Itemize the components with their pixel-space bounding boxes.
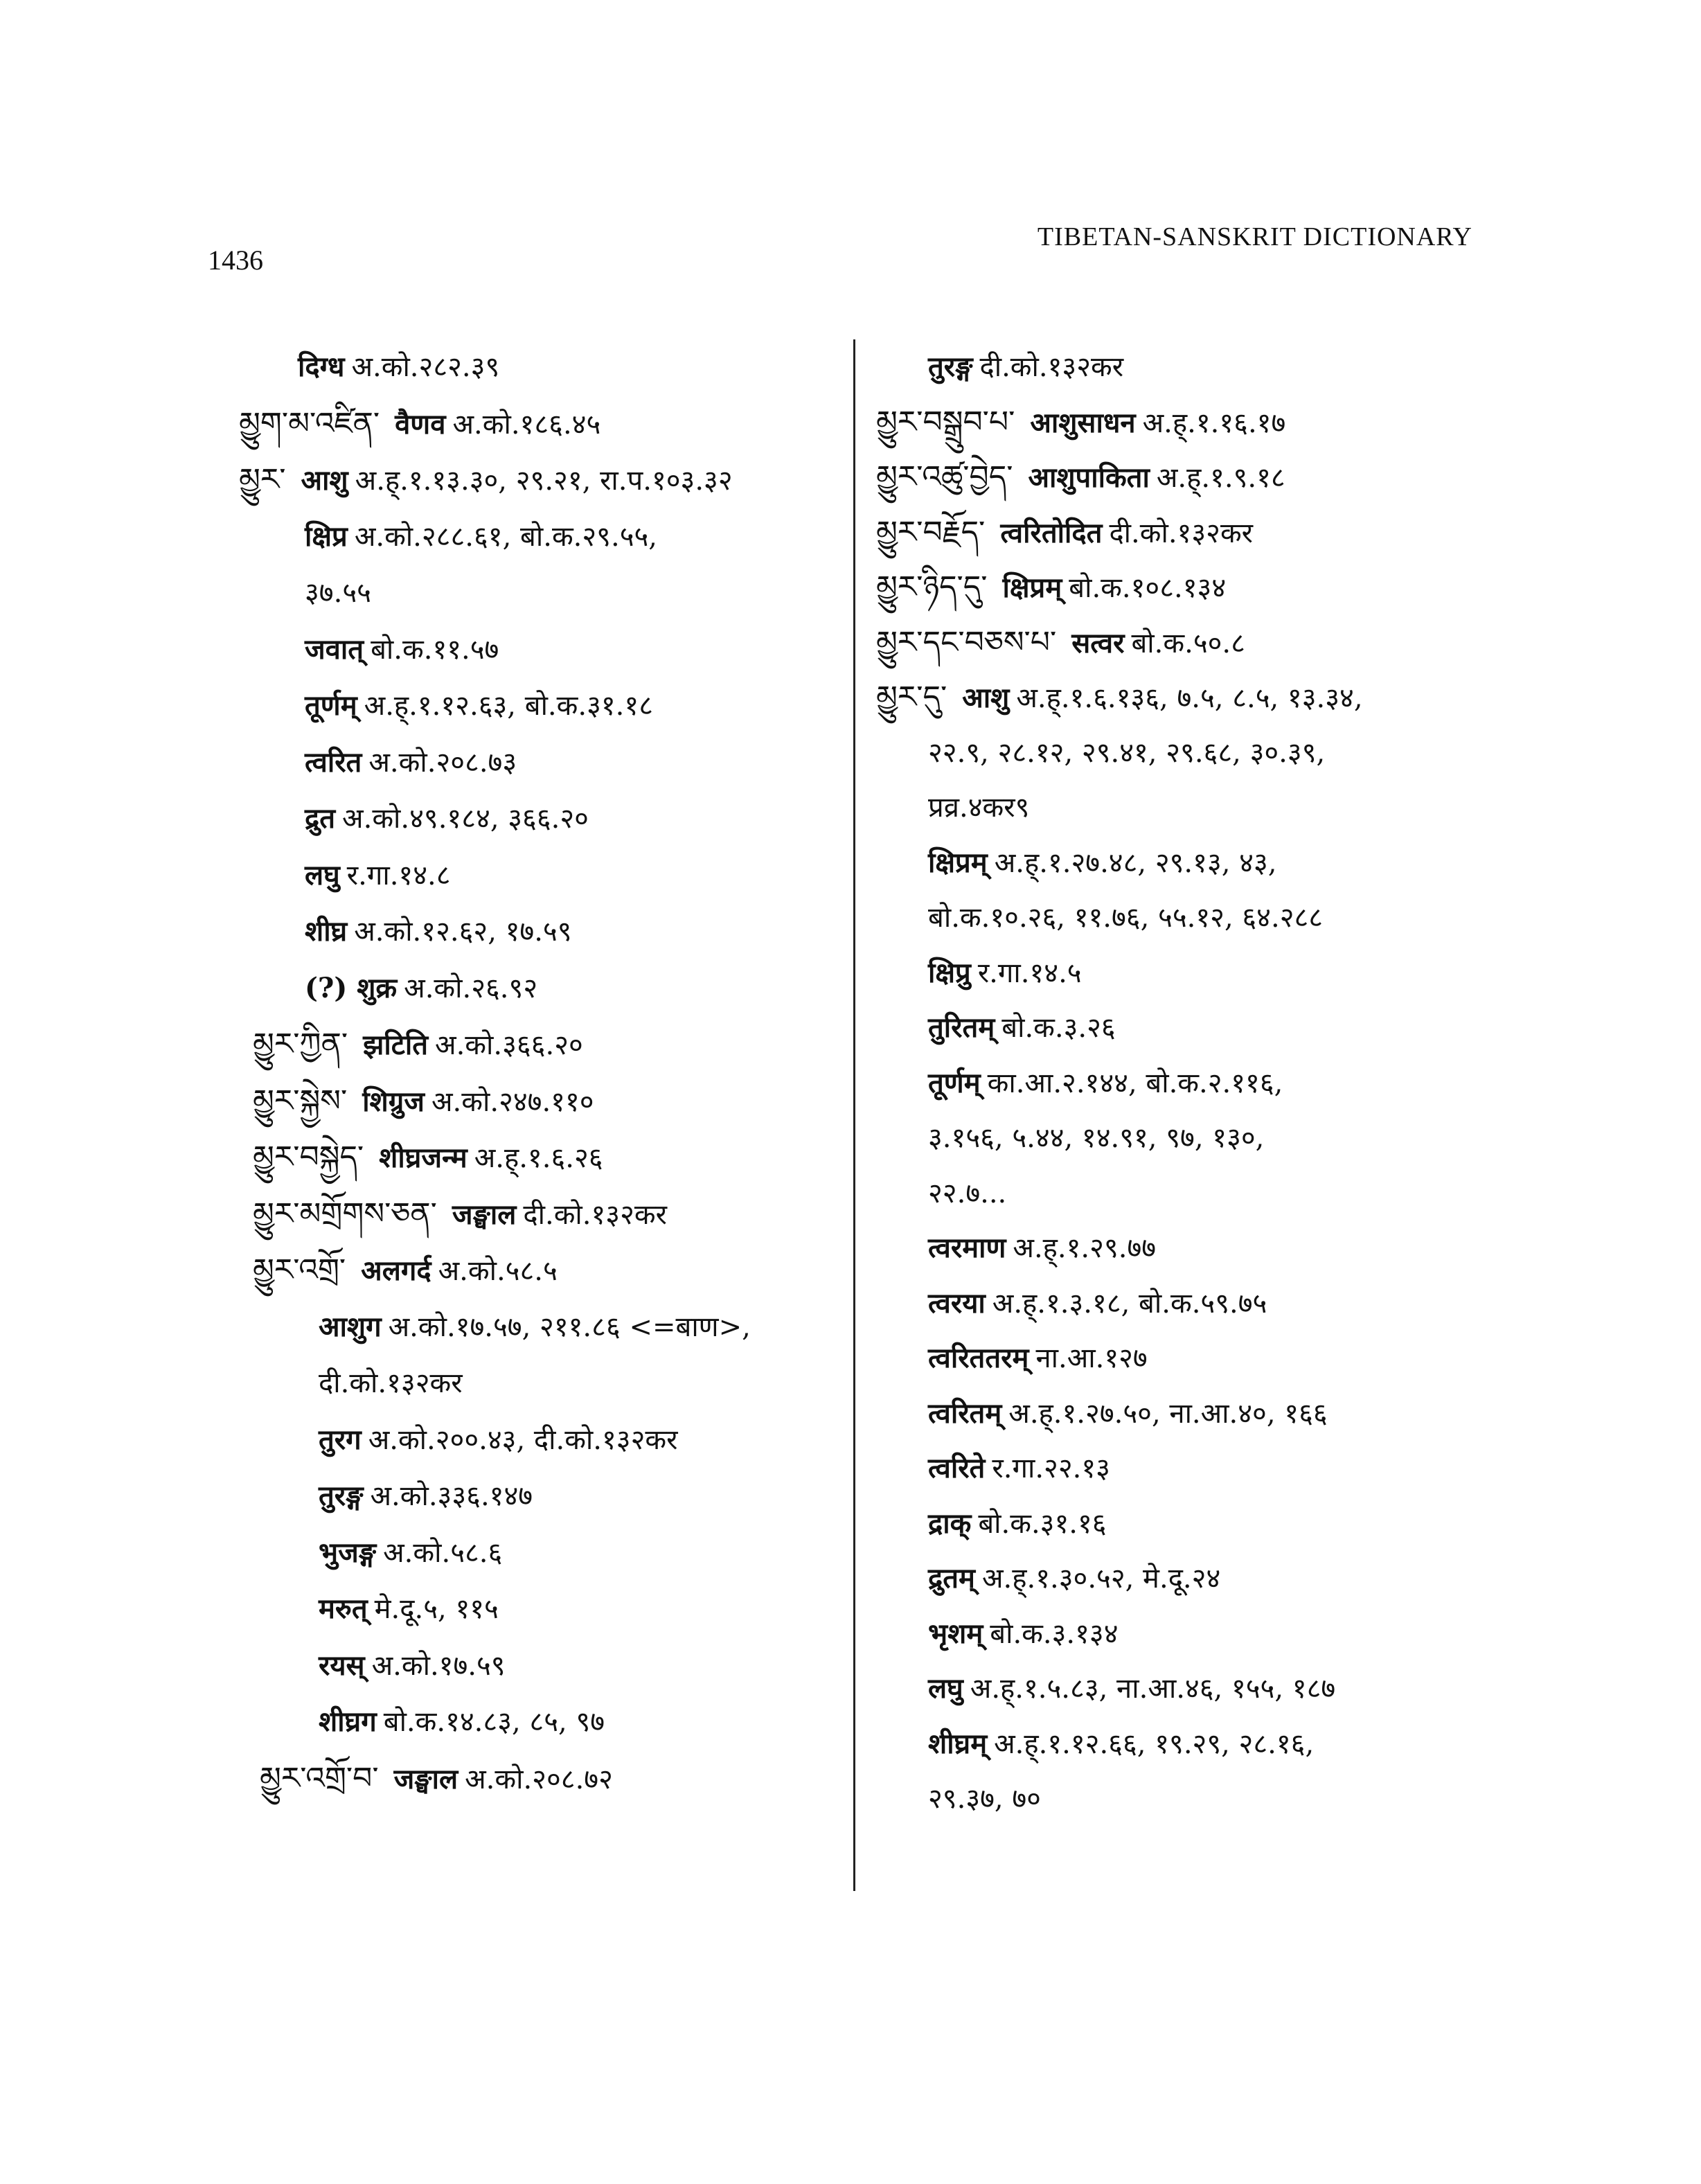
reference: ३७.५५	[305, 577, 371, 609]
dictionary-line	[928, 1393, 1328, 1435]
dictionary-line	[253, 1137, 603, 1178]
sanskrit-equivalent: सत्वर	[1071, 626, 1125, 659]
dictionary-line	[876, 567, 1226, 608]
sanskrit-equivalent: शीघ्रम्	[928, 1727, 988, 1760]
dictionary-line	[305, 798, 589, 840]
sanskrit-equivalent: तुरङ्ग	[319, 1480, 364, 1512]
dictionary-line	[319, 1532, 502, 1574]
tibetan-headword: མྱུར་དང་བཅས་པ་	[876, 624, 1057, 660]
tibetan-headword: མྱུར་བརྗོད་	[876, 514, 986, 550]
reference: अ.को.२८८.६१, बो.क.२९.५५,	[354, 520, 658, 553]
reference: प्रव्र.४कर९	[928, 792, 1030, 824]
running-title: TIBETAN-SANSKRIT DICTIONARY	[1037, 222, 1472, 251]
reference: बो.क.११.५७	[371, 633, 499, 666]
reference: दी.को.१३२कर	[979, 351, 1124, 383]
dictionary-line	[928, 346, 1123, 388]
sanskrit-equivalent: आशुग	[319, 1310, 382, 1343]
reference: र.गा.१४.५	[977, 957, 1082, 989]
dictionary-line	[239, 459, 733, 501]
reference: र.गा.१४.८	[346, 859, 451, 891]
tibetan-headword: མྱུར་བསྐྱེད་	[253, 1139, 364, 1175]
tibetan-headword: མྱུར་མགྲོགས་ཅན་	[253, 1196, 437, 1232]
reference: ३.१५६, ५.४४, १४.९१, ९७, १३०,	[928, 1122, 1265, 1154]
reference: मे.दू.५, ११५	[374, 1593, 499, 1625]
dictionary-line	[305, 516, 657, 558]
sanskrit-equivalent: क्षिप्रु	[928, 956, 971, 989]
dictionary-line	[928, 732, 1325, 774]
reference: अ.को.४९.१८४, ३६६.२०	[342, 803, 589, 835]
sanskrit-equivalent: वैणव	[395, 407, 446, 441]
sanskrit-equivalent: क्षिप्रम्	[1002, 571, 1062, 604]
reference: अ.ह्.१.१२.६६, १९.२९, २८.१६,	[994, 1728, 1315, 1760]
dictionary-line	[928, 787, 1029, 828]
reference: अ.ह्.१.९.१८	[1156, 462, 1285, 494]
reference: अ.ह्.१.१२.६३, बो.क.३१.१८	[364, 690, 653, 722]
sanskrit-equivalent: शीघ्रग	[319, 1705, 377, 1738]
sanskrit-equivalent: शीघ्रजन्म	[379, 1142, 467, 1174]
dictionary-line	[928, 1227, 1156, 1269]
reference: बो.क.१०८.१३४	[1069, 572, 1227, 604]
tibetan-headword: མྱུར་	[239, 462, 286, 497]
sanskrit-equivalent: रयस्	[319, 1649, 365, 1682]
sanskrit-equivalent: (?) शुक्र	[305, 971, 398, 1004]
reference: अ.को.५८.५	[438, 1255, 558, 1287]
tibetan-headword: མྱུར་ཉིད་དུ་	[876, 569, 988, 605]
reference: बो.क.५०.८	[1131, 627, 1245, 659]
reference: अ.ह्.१.२७.४८, २९.१३, ४३,	[994, 846, 1277, 879]
dictionary-line	[928, 1503, 1107, 1545]
dictionary-line	[319, 1475, 533, 1517]
dictionary-line	[305, 968, 537, 1009]
dictionary-line	[928, 1283, 1267, 1324]
dictionary-line	[305, 629, 499, 671]
dictionary-line	[928, 1007, 1116, 1049]
dictionary-line	[928, 1448, 1110, 1489]
dictionary-line	[928, 1338, 1148, 1379]
sanskrit-equivalent: तूर्णम्	[305, 689, 357, 722]
reference: दी.को.१३२कर	[523, 1198, 667, 1231]
sanskrit-equivalent: त्वरया	[928, 1286, 986, 1320]
dictionary-line	[319, 1701, 605, 1743]
dictionary-line	[305, 685, 653, 727]
dictionary-line	[928, 1558, 1220, 1599]
dictionary-line	[876, 402, 1285, 443]
sanskrit-equivalent: शीघ्र	[305, 915, 348, 948]
dictionary-line	[319, 1306, 751, 1348]
tibetan-headword: མྱུར་བསྒྲུབ་པ་	[876, 404, 1015, 440]
sanskrit-equivalent: क्षिप्र	[305, 520, 348, 553]
reference: ना.आ.१२७	[1035, 1342, 1148, 1374]
reference: दी.को.१३२कर	[1109, 517, 1254, 549]
dictionary-line	[305, 911, 572, 952]
sanskrit-equivalent: त्वरितम्	[928, 1396, 1002, 1430]
column-divider	[853, 339, 855, 1891]
dictionary-line	[253, 1193, 667, 1235]
reference: बो.क.३.२६	[1001, 1012, 1116, 1044]
dictionary-line	[928, 1723, 1314, 1765]
tibetan-headword: མྱུག་མ་འཛིན་	[239, 405, 380, 441]
reference: २९.३७, ७०	[928, 1783, 1041, 1815]
reference: २२.७...	[928, 1177, 1007, 1209]
reference: का.आ.२.१४४, बो.क.२.११६,	[987, 1067, 1283, 1099]
sanskrit-equivalent: आशु	[301, 464, 348, 497]
reference: अ.को.२८२.३९	[351, 351, 500, 383]
dictionary-line	[253, 1024, 583, 1065]
reference: अ.को.२००.४३, दी.को.१३२कर	[368, 1423, 678, 1456]
tibetan-headword: མྱུར་འགྲོ་	[253, 1252, 346, 1288]
reference: अ.को.३३६.१४७	[370, 1480, 533, 1512]
sanskrit-equivalent: आशुपाकिता	[1028, 461, 1150, 494]
reference: अ.ह्.१.२९.७७	[1013, 1232, 1157, 1264]
reference: बो.क.३.१३४	[990, 1617, 1119, 1650]
sanskrit-equivalent: अलगर्द	[361, 1254, 431, 1287]
sanskrit-equivalent: आशुसाधन	[1030, 406, 1136, 439]
sanskrit-equivalent: मरुत्	[319, 1592, 368, 1625]
sanskrit-equivalent: दिग्ध	[298, 350, 345, 383]
reference: बो.क.१४.८३, ८५, ९७	[383, 1706, 605, 1738]
reference: अ.को.२४७.११०	[431, 1085, 594, 1118]
reference: अ.को.२६.९२	[404, 972, 538, 1004]
sanskrit-equivalent: त्वरिते	[928, 1452, 986, 1484]
sanskrit-equivalent: लघु	[305, 858, 340, 891]
page-number: 1436	[208, 245, 263, 276]
dictionary-line	[928, 842, 1276, 884]
reference: अ.ह्.१.१६.१७	[1142, 407, 1286, 439]
dictionary-line	[928, 952, 1082, 994]
dictionary-line	[876, 456, 1285, 498]
dictionary-line	[928, 1668, 1335, 1710]
tibetan-headword: མྱུར་སྐྱེས་	[253, 1083, 348, 1119]
reference: २२.९, २८.१२, २९.४१, २९.६८, ३०.३९,	[928, 736, 1326, 769]
dictionary-line	[928, 1117, 1264, 1159]
dictionary-line	[319, 1362, 463, 1404]
dictionary-line	[876, 622, 1245, 664]
reference: अ.ह्.१.३०.५२, मे.दू.२४	[981, 1563, 1221, 1595]
reference: बो.क.३१.१६	[978, 1507, 1107, 1540]
dictionary-line	[253, 1250, 558, 1291]
reference: अ.ह्.१.२७.५०, ना.आ.४०, १६६	[1008, 1397, 1328, 1430]
sanskrit-equivalent: त्वरितोदित	[1000, 516, 1103, 549]
reference: दी.को.१३२कर	[319, 1367, 463, 1399]
sanskrit-equivalent: तुरितम्	[928, 1011, 995, 1044]
sanskrit-equivalent: जङ्घाल	[393, 1762, 458, 1795]
sanskrit-equivalent: क्षिप्रम्	[928, 846, 988, 879]
sanskrit-equivalent: तूर्णम्	[928, 1066, 981, 1099]
dictionary-line	[876, 512, 1253, 553]
dictionary-line	[928, 1778, 1041, 1820]
sanskrit-equivalent: त्वरिततरम्	[928, 1342, 1029, 1374]
dictionary-line	[928, 1063, 1283, 1104]
reference: अ.को.५८.६	[383, 1536, 503, 1569]
reference: अ.ह्.१.५.८३, ना.आ.४६, १५५, १८७	[970, 1673, 1336, 1705]
reference: अ.को.२०८.७२	[465, 1763, 613, 1795]
sanskrit-equivalent: द्रुतम्	[928, 1562, 975, 1595]
tibetan-headword: མྱུར་འགྲོ་བ་	[260, 1760, 379, 1796]
sanskrit-equivalent: त्वरमाण	[928, 1232, 1006, 1264]
reference: अ.को.१७.५९	[371, 1649, 506, 1682]
sanskrit-equivalent: भुजङ्ग	[319, 1536, 377, 1569]
dictionary-line	[260, 1758, 613, 1800]
reference: अ.ह्.१.६.२६	[474, 1142, 603, 1174]
sanskrit-equivalent: तुरङ्ग	[928, 350, 973, 383]
tibetan-headword: མྱུར་ཀྱིན་	[253, 1027, 348, 1062]
dictionary-line	[928, 1173, 1006, 1214]
reference: अ.को.१७.५७, २११.८६ <=बाण>,	[388, 1311, 751, 1343]
dictionary-line	[928, 1613, 1119, 1655]
sanskrit-equivalent: जवात्	[305, 632, 364, 666]
sanskrit-equivalent: आशु	[962, 682, 1010, 714]
dictionary-line	[928, 897, 1323, 939]
tibetan-headword: མྱུར་འཚུ་བྱེད་	[876, 459, 1013, 495]
dictionary-line	[305, 742, 517, 783]
reference: अ.को.१८६.४५	[452, 408, 601, 441]
sanskrit-equivalent: द्रुत	[305, 802, 336, 835]
reference: अ.को.१२.६२, १७.५९	[354, 916, 572, 948]
sanskrit-equivalent: झटिति	[363, 1029, 429, 1061]
dictionary-line	[305, 572, 371, 614]
reference: अ.ह्.१.६.१३६, ७.५, ८.५, १३.३४,	[1016, 682, 1363, 714]
sanskrit-equivalent: त्वरित	[305, 745, 362, 779]
sanskrit-equivalent: शिग्रुज	[362, 1085, 425, 1118]
tibetan-headword: མྱུར་དུ་	[876, 680, 947, 715]
dictionary-line	[876, 677, 1363, 718]
dictionary-line	[253, 1081, 594, 1122]
sanskrit-equivalent: भृशम्	[928, 1617, 983, 1650]
dictionary-line	[239, 403, 600, 445]
reference: अ.को.३६६.२०	[435, 1029, 583, 1061]
reference: बो.क.१०.२६, ११.७६, ५५.१२, ६४.२८८	[928, 902, 1324, 934]
dictionary-line	[298, 346, 499, 388]
reference: अ.ह्.१.३.१८, बो.क.५९.७५	[992, 1287, 1267, 1320]
dictionary-line	[319, 1419, 678, 1461]
sanskrit-equivalent: लघु	[928, 1672, 963, 1705]
reference: अ.ह्.१.१३.३०, २९.२१, रा.प.१०३.३२	[355, 465, 733, 497]
dictionary-line	[319, 1588, 499, 1630]
sanskrit-equivalent: तुरग	[319, 1423, 362, 1456]
sanskrit-equivalent: द्राक्	[928, 1507, 972, 1540]
dictionary-line	[319, 1645, 506, 1687]
reference: र.गा.२२.१३	[992, 1453, 1110, 1484]
sanskrit-equivalent: जङ्घाल	[452, 1198, 517, 1231]
reference: अ.को.२०८.७३	[368, 746, 517, 779]
dictionary-line	[305, 855, 451, 896]
